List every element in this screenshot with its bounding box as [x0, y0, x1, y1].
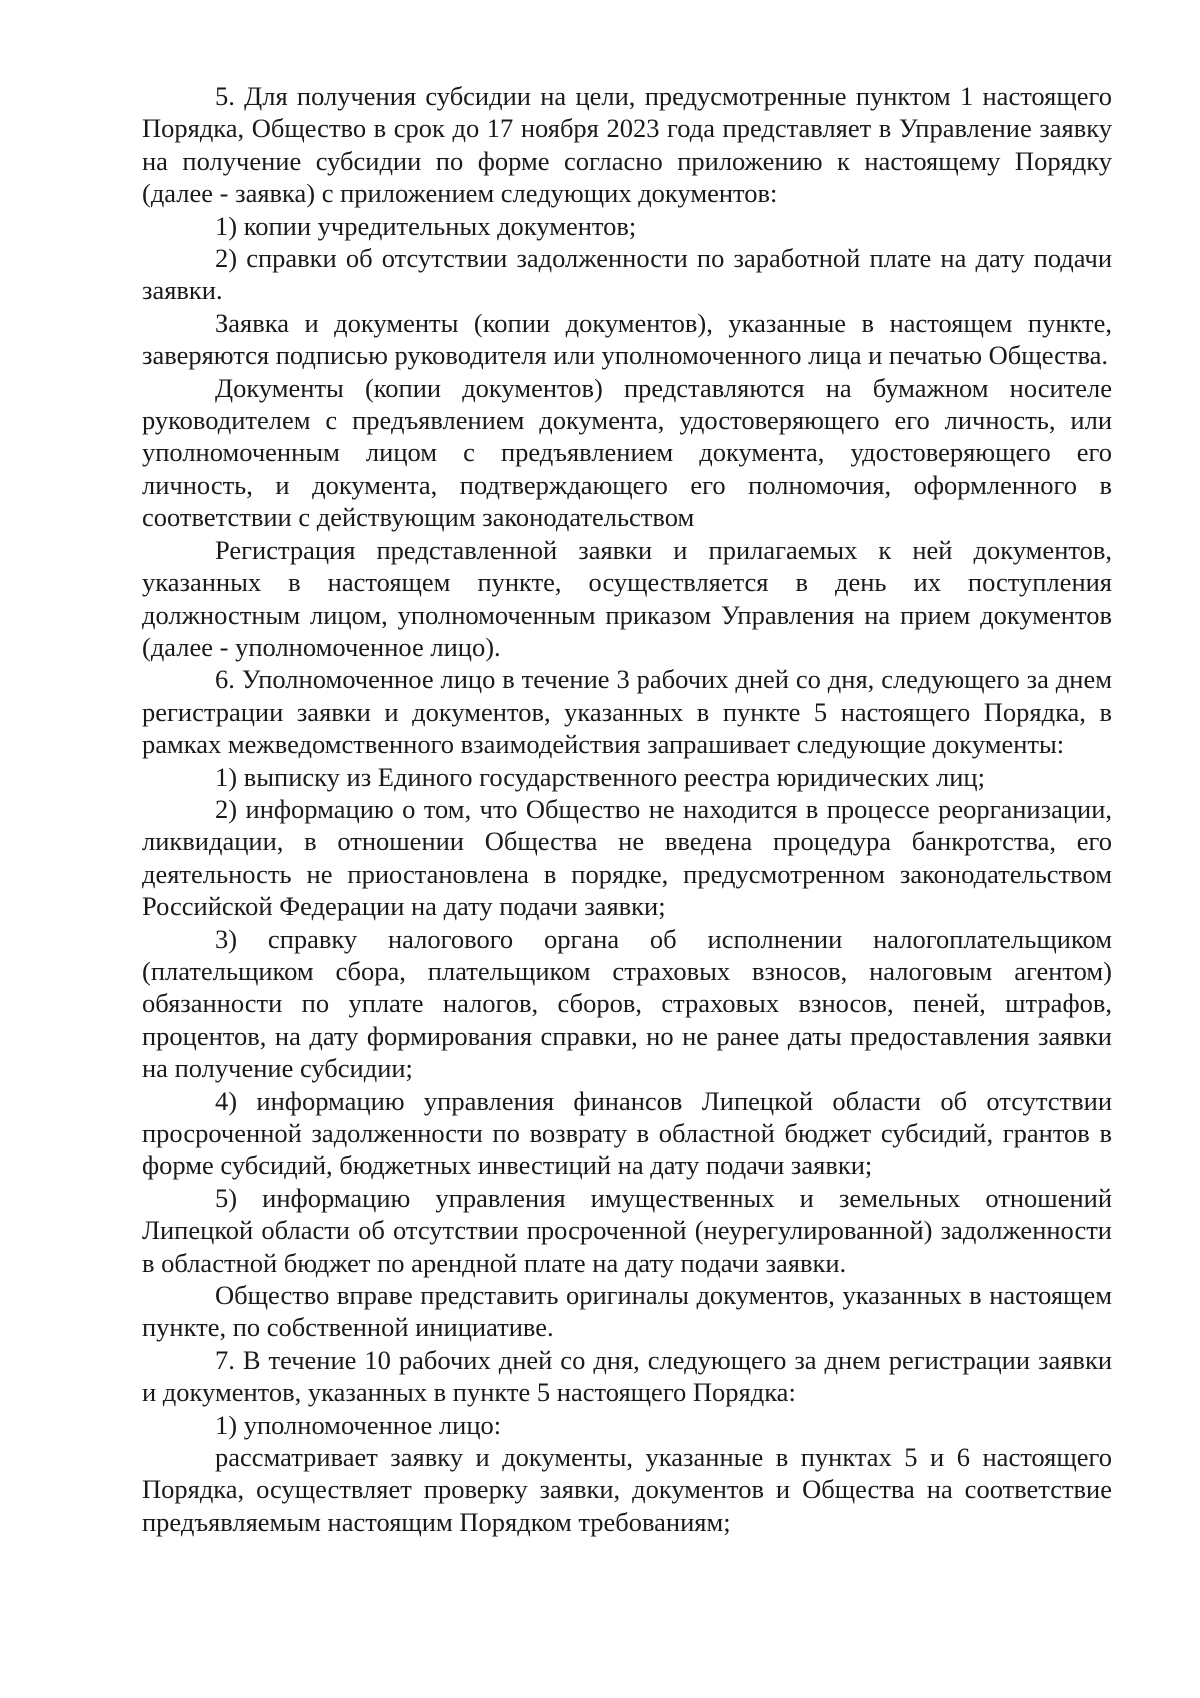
paragraph-list-item: 1) копии учредительных документов;: [215, 210, 637, 241]
paragraph-text: рассматривает заявку и документы, указанные в пунктах 5 и 6 настоящего Порядка, осуществляет проверку заявки, документов и Общества на соответствие предъявляемым настоящим Порядком требованиям;: [142, 1442, 1112, 1537]
paragraph-list-item: 1) выписку из Единого государственного реестра юридических лиц;: [215, 761, 985, 792]
paragraph-item-7-intro: 7. В течение 10 рабочих дней со дня, следующего за днем регистрации заявки и документов, указанных в пункте 5 настоящего Порядка:: [142, 1344, 1112, 1408]
paragraph-text: Документы (копии документов) представляются на бумажном носителе руководителем с предъявлением документа, удостоверяющего его личность, или уполномоченным лицом с предъявлением документа, удостоверяющего его личность, и документа, подтверждающего его полномочия, оформленного в соответствии с действующим законодательством: [142, 372, 1112, 533]
paragraph-text: Заявка и документы (копии документов), указанные в настоящем пункте, заверяются подписью руководителя или уполномоченного лица и печатью Общества.: [142, 307, 1112, 371]
paragraph-item-5-intro: 5. Для получения субсидии на цели, предусмотренные пунктом 1 настоящего Порядка, Общество в срок до 17 ноября 2023 года представляет в Управление заявку на получение субсидии по форме согласно приложению к настоящему Порядку (далее - заявка) с приложением следующих документов:: [142, 81, 1112, 209]
paragraph-list-item: 5) информацию управления имущественных и земельных отношений Липецкой области об отсутствии просроченной (неурегулированной) задолженности в областной бюджет по арендной плате на дату подачи заявки.: [142, 1182, 1112, 1278]
paragraph-list-item: 2) информацию о том, что Общество не находится в процессе реорганизации, ликвидации, в отношении Общества не введена процедура банкротства, его деятельность не приостановлена в порядке, предусмотренном законодательством Российской Федерации на дату подачи заявки;: [142, 793, 1112, 922]
paragraph-list-item: 4) информацию управления финансов Липецкой области об отсутствии просроченной задолженности по возврату в областной бюджет субсидий, грантов в форме субсидий, бюджетных инвестиций на дату подачи заявки;: [142, 1085, 1112, 1181]
paragraph-text: Регистрация представленной заявки и прилагаемых к ней документов, указанных в настоящем пункте, осуществляется в день их поступления должностным лицом, уполномоченным приказом Управления на прием документов (далее - уполномоченное лицо).: [142, 534, 1112, 662]
paragraph-list-item: 1) уполномоченное лицо:: [215, 1409, 502, 1440]
paragraph-item-6-intro: 6. Уполномоченное лицо в течение 3 рабочих дней со дня, следующего за днем регистрации заявки и документов, указанных в пункте 5 настоящего Порядка, в рамках межведомственного взаимодействия запрашивает следующие документы:: [142, 664, 1112, 760]
paragraph-list-item: 2) справки об отсутствии задолженности по заработной плате на дату подачи заявки.: [142, 243, 1112, 306]
document-body: [142, 80, 1112, 1538]
paragraph-text: Общество вправе представить оригиналы документов, указанных в настоящем пункте, по собственной инициативе.: [142, 1280, 1112, 1343]
paragraph-list-item: 3) справку налогового органа об исполнении налогоплательщиком (плательщиком сбора, плательщиком страховых взносов, налоговым агентом) обязанности по уплате налогов, сборов, страховых взносов, пеней, штрафов, процентов, на дату формирования справки, но не ранее даты предоставления заявки на получение субсидии;: [142, 923, 1112, 1084]
